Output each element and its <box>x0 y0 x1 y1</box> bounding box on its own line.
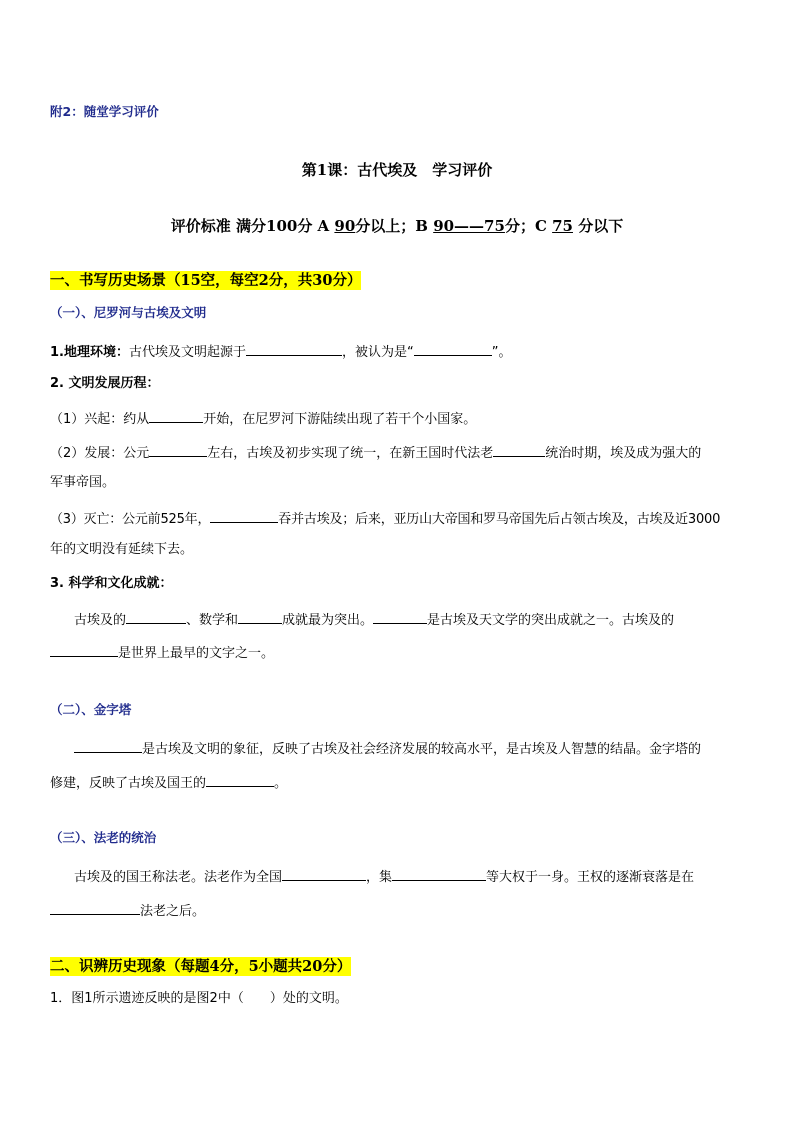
q3-e: 是世界上最早的文字之一。 <box>118 646 275 661</box>
part3-heading: （三）、法老的统治 <box>50 830 157 845</box>
q2-3-a: （3）灭亡：公元前525年， <box>50 512 211 527</box>
q2-3-c: 年的文明没有延续下去。 <box>50 542 194 557</box>
q2-2-d: 军事帝国。 <box>50 475 116 490</box>
page-title: 第1课：古代埃及 学习评价 <box>301 161 493 179</box>
q1-text-b: ，被认为是“ <box>342 345 414 360</box>
blank-writing[interactable] <box>50 642 118 657</box>
q2-3-b: 吞并古埃及；后来，亚历山大帝国和罗马帝国先后占领古埃及，古埃及近3000 <box>278 512 721 527</box>
part2-heading: （二）、金字塔 <box>50 702 132 717</box>
criteria-c-suffix: 分以下 <box>572 217 624 235</box>
blank-conqueror[interactable] <box>210 508 278 523</box>
blank-pharaoh-after[interactable] <box>50 900 140 915</box>
blank-symbol[interactable] <box>74 738 142 753</box>
part3-text-a: 古埃及的国王称法老。法老作为全国 <box>74 870 283 885</box>
part3-text-d: 法老之后。 <box>140 904 206 919</box>
question-pharaoh-cont <box>50 900 746 921</box>
q3-label: 3. 科学和文化成就： <box>50 576 173 591</box>
q2-label: 2. 文明发展历程： <box>50 376 160 391</box>
q3-d: 是古埃及天文学的突出成就之一。古埃及的 <box>427 613 675 628</box>
question-development <box>50 442 746 463</box>
section1-heading <box>50 272 746 290</box>
question-geography <box>50 341 746 362</box>
part3-text-b: ，集 <box>366 870 393 885</box>
blank-origin[interactable] <box>246 341 342 356</box>
part3-text-c: 等大权于一身。王权的逐渐衰落是在 <box>486 870 695 885</box>
q2-1-b: 开始，在尼罗河下游陆续出现了若干个小国家。 <box>203 412 477 427</box>
blank-rise-time[interactable] <box>149 408 203 423</box>
section2-q1: 1．图1所示遗迹反映的是图2中（ ）处的文明。 <box>50 991 348 1006</box>
q3-c: 成就最为突出。 <box>282 613 374 628</box>
blank-powers[interactable] <box>392 866 486 881</box>
section1-heading-text: 一、书写历史场景（15空，每空2分，共30分） <box>50 272 362 289</box>
question-pyramid-cont <box>50 772 746 793</box>
criteria-c-score: 75 <box>552 217 573 235</box>
q2-2-b: 左右，古埃及初步实现了统一，在新王国时代法老 <box>207 446 494 461</box>
criteria-prefix: 评价标准 满分100分 A <box>170 217 335 235</box>
blank-pharaoh-name[interactable] <box>493 442 545 457</box>
question-pharaoh <box>50 866 746 887</box>
q1-label: 1.地理环境： <box>50 345 129 360</box>
part2-text-b: 修建，反映了古埃及国王的 <box>50 776 207 791</box>
question-rise <box>50 408 746 429</box>
evaluation-criteria <box>0 217 794 235</box>
part2-text-c: 。 <box>274 776 288 791</box>
q3-a: 古埃及的 <box>74 613 127 628</box>
blank-nickname[interactable] <box>414 341 492 356</box>
appendix-label: 附2：随堂学习评价 <box>50 104 159 119</box>
blank-astronomy[interactable] <box>373 609 427 624</box>
q2-1-a: （1）兴起：约从 <box>50 412 150 427</box>
section2-heading-text: 二、识辨历史现象（每题4分，5小题共20分） <box>50 958 352 975</box>
blank-achievement-1[interactable] <box>126 609 186 624</box>
criteria-a-suffix: 分以上；B <box>355 217 434 235</box>
question-fall <box>50 508 746 529</box>
part1-heading: （一）、尼罗河与古埃及文明 <box>50 305 207 320</box>
q2-2-c: 统治时期，埃及成为强大的 <box>545 446 702 461</box>
q2-2-a: （2）发展：公元 <box>50 446 150 461</box>
q1-text-c: ”。 <box>491 345 512 360</box>
blank-achievement-2[interactable] <box>238 609 282 624</box>
blank-kings-power[interactable] <box>206 772 274 787</box>
section2-heading <box>50 958 746 976</box>
part2-text-a: 是古埃及文明的象征，反映了古埃及社会经济发展的较高水平，是古埃及人智慧的结晶。金字塔的 <box>142 742 702 757</box>
question-pyramid <box>50 738 746 759</box>
criteria-b-suffix: 分；C <box>504 217 553 235</box>
blank-role[interactable] <box>282 866 366 881</box>
q3-b: 、数学和 <box>186 613 239 628</box>
criteria-b-range: 90——75 <box>433 217 505 235</box>
criteria-a-score: 90 <box>334 217 356 235</box>
question-culture-cont <box>50 642 746 663</box>
q1-text-a: 古代埃及文明起源于 <box>128 345 246 360</box>
blank-unification-time[interactable] <box>149 442 207 457</box>
question-culture <box>50 609 746 630</box>
